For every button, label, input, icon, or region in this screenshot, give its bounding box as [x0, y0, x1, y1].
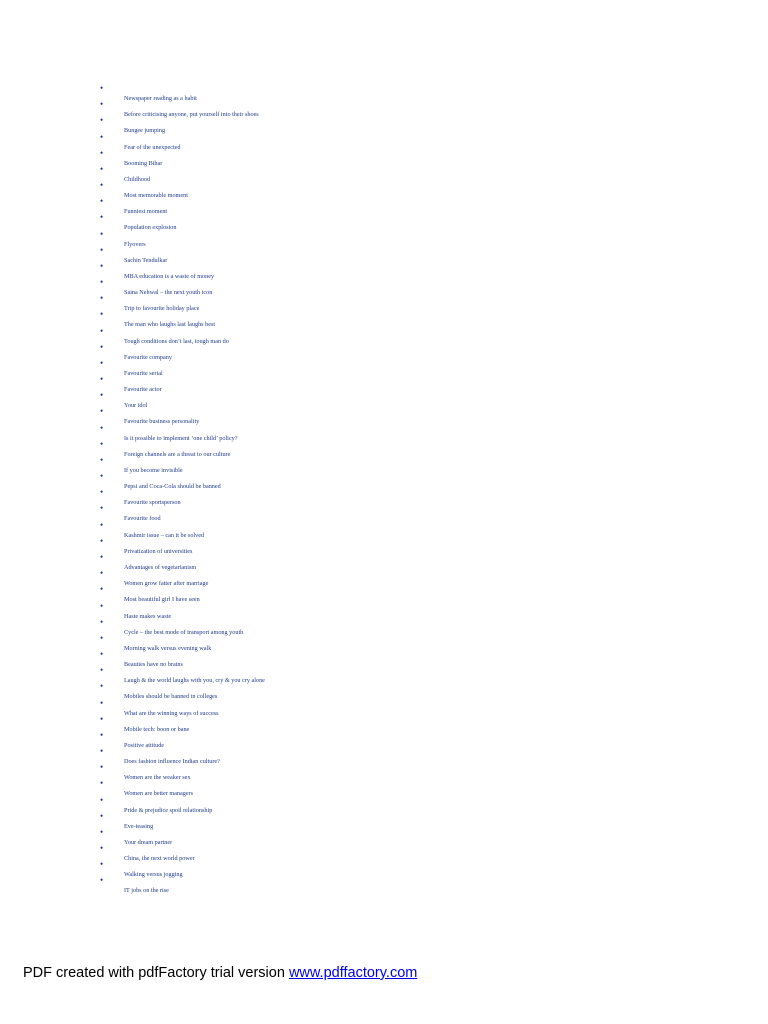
topic-text: Walking versus jogging	[124, 871, 183, 879]
bullet-icon: •	[100, 600, 104, 611]
bullet-icon: •	[100, 697, 104, 708]
bullet-icon: •	[100, 778, 104, 789]
bullet-icon: •	[100, 244, 104, 255]
bullet-icon: •	[100, 115, 104, 126]
bullet-icon: •	[100, 454, 104, 465]
topic-text: Fear of the unexpected	[124, 143, 181, 151]
topic-text: China, the next world power	[124, 855, 195, 863]
bullet-icon: •	[100, 568, 104, 579]
topic-text: Pride & prejudice spoil relationship	[124, 806, 213, 814]
bullet-icon: •	[100, 665, 104, 676]
bullet-icon: •	[100, 616, 104, 627]
bullet-icon: •	[100, 649, 104, 660]
topic-text: Eve-teasing	[124, 822, 154, 830]
bullet-icon: •	[100, 487, 104, 498]
bullet-icon: •	[100, 471, 104, 482]
bullet-icon: •	[100, 309, 104, 320]
bullet-icon: •	[100, 357, 104, 368]
bullet-icon: •	[100, 99, 104, 110]
topic-text: Foreign channels are a threat to our culture	[124, 450, 231, 458]
bullet-icon: •	[100, 374, 104, 385]
topic-text: Sachin Tendulkar	[124, 256, 168, 264]
bullet-icon: •	[100, 212, 104, 223]
topic-text: Kashmir issue – can it be solved	[124, 531, 205, 539]
bullet-icon: •	[100, 83, 104, 93]
bullet-icon: •	[100, 535, 104, 546]
topic-text: Favourite food	[124, 515, 161, 523]
topic-text: Most memorable moment	[124, 192, 188, 200]
topic-text: Flyovers	[124, 240, 146, 248]
bullet-icon: •	[100, 196, 104, 207]
bullet-icon: •	[100, 551, 104, 562]
topic-text: Favourite serial	[124, 369, 163, 377]
bullet-icon: •	[100, 519, 104, 530]
topic-text: Mobiles should be banned in colleges	[124, 693, 218, 701]
topic-text: Favourite company	[124, 353, 172, 361]
footer-text: PDF created with pdfFactory trial version	[23, 965, 289, 981]
bullet-icon: •	[100, 681, 104, 692]
bullet-icon: •	[100, 422, 104, 433]
topic-text: Favourite business personality	[124, 418, 200, 426]
topic-text: Your idol	[124, 402, 148, 410]
topic-text: Women are better managers	[124, 790, 194, 798]
topic-text: Laugh & the world laughs with you, cry & you cry alone	[124, 677, 265, 685]
topic-text: Mobile tech: boon or bane	[124, 725, 190, 733]
topic-text: Women are the weaker sex	[124, 774, 191, 782]
pdffactory-link[interactable]: www.pdffactory.com	[288, 965, 418, 981]
topic-text: Does fashion influence Indian culture?	[124, 758, 220, 766]
topic-text: Pepsi and Coca-Cola should be banned	[124, 483, 221, 491]
bullet-icon: •	[100, 746, 104, 757]
topic-text: Childhood	[124, 175, 151, 183]
bullet-icon: •	[100, 794, 104, 805]
bullet-icon: •	[100, 584, 104, 595]
topic-text: Morning walk versus evening walk	[124, 644, 212, 652]
bullet-icon: •	[100, 163, 104, 174]
topic-text: Newspaper reading as a habit	[124, 95, 197, 102]
topic-text: Favourite sportsperson	[124, 499, 181, 507]
bullet-icon: •	[100, 729, 104, 740]
topic-text: Haste makes waste	[124, 612, 172, 620]
bullet-icon: •	[100, 131, 104, 142]
topic-text: If you become invisible	[124, 466, 183, 474]
topic-text: Positive attitude	[124, 741, 165, 749]
bullet-icon: •	[100, 632, 104, 643]
topic-text: Funniest moment	[124, 208, 168, 216]
bullet-icon: •	[100, 843, 104, 854]
bullet-icon: •	[100, 438, 104, 449]
bullet-icon: •	[100, 503, 104, 514]
pdf-footer	[23, 965, 417, 981]
bullet-icon: •	[100, 810, 104, 821]
bullet-icon: •	[100, 713, 104, 724]
bullet-icon: •	[100, 180, 104, 191]
topic-text: Tough conditions don’t last, tough man do	[124, 337, 229, 345]
bullet-icon: •	[100, 762, 104, 773]
topic-text: IT jobs on the rise	[124, 887, 169, 895]
topic-text: Advantages of vegetarianism	[124, 563, 197, 571]
topic-text: Beauties have no brains	[124, 661, 183, 669]
bullet-icon: •	[100, 325, 104, 336]
topic-text: Privatization of universities	[124, 547, 193, 555]
bullet-icon: •	[100, 859, 104, 870]
bullet-icon: •	[100, 826, 104, 837]
topic-text: Bungee jumping	[124, 127, 166, 135]
topic-text: Booming Bihar	[124, 159, 163, 167]
bullet-icon: •	[100, 875, 104, 886]
topic-text: Cycle – the best mode of transport among youth	[124, 628, 244, 636]
bullet-icon: •	[100, 406, 104, 417]
bullet-icon: •	[100, 277, 104, 288]
topic-text: Your dream partner	[124, 838, 173, 846]
topic-text: Saina Nehwal – the next youth icon	[124, 289, 213, 297]
topic-text: The man who laughs last laughs best	[124, 321, 216, 329]
topic-text: Population explosion	[124, 224, 177, 232]
topic-text: Favourite actor	[124, 386, 162, 394]
bullet-icon: •	[100, 260, 104, 271]
topic-text: Most beautiful girl I have seen	[124, 596, 200, 604]
topic-text: Is it possible to implement ‘one child’ policy?	[124, 434, 238, 442]
bullet-icon: •	[100, 341, 104, 352]
bullet-icon: •	[100, 293, 104, 304]
bullet-icon: •	[100, 147, 104, 158]
topic-text: Women grow fatter after marriage	[124, 580, 209, 588]
topic-text: MBA education is a waste of money	[124, 272, 215, 280]
bullet-icon: •	[100, 228, 104, 239]
topic-text: Trip to favourite holiday place	[124, 305, 200, 313]
topic-text: What are the winning ways of success	[124, 709, 219, 717]
bullet-icon: •	[100, 390, 104, 401]
topic-text: Before criticising anyone, put yourself into their shoes	[124, 111, 259, 119]
